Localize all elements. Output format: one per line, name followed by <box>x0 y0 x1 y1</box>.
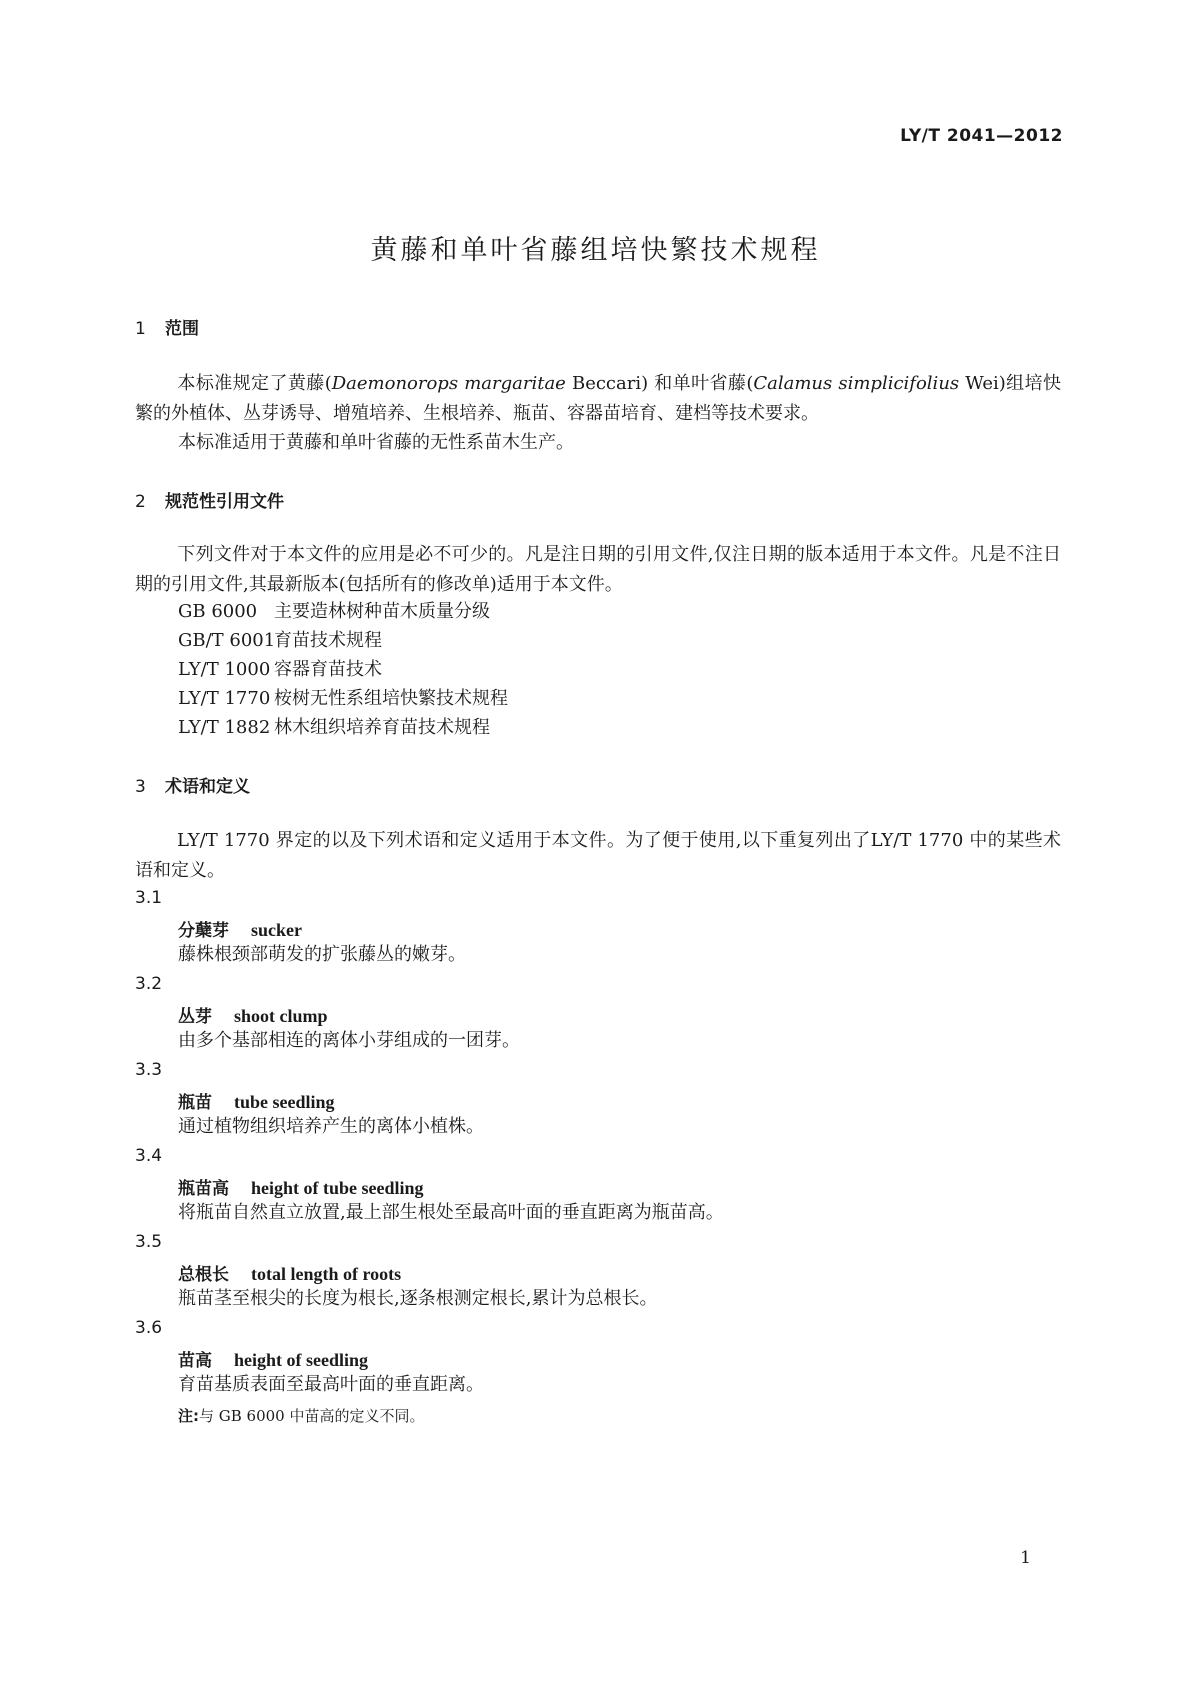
term-number: 3.1 <box>135 888 163 908</box>
text-run: 下列文件对于本文件的应用是必不可少的。凡是注日期的引用文件,仅注日期的版本适用于本文件。凡是不注日期的引用文件,其最新版本(包括所有的修改单)适用于本文件。 <box>135 544 1061 595</box>
document-title: 黄藤和单叶省藤组培快繁技术规程 <box>370 235 821 266</box>
term-heading <box>178 1346 368 1371</box>
reference-title: 桉树无性系组培快繁技术规程 <box>274 688 508 709</box>
term-chinese: 瓶苗 <box>178 1093 212 1113</box>
text-run: 本标准规定了黄藤( <box>177 373 332 394</box>
standard-code: LY/T 2041—2012 <box>900 126 1063 146</box>
term-english: tube seedling <box>234 1092 335 1112</box>
scope-applicability: 本标准适用于黄藤和单叶省藤的无性系苗木生产。 <box>178 432 574 453</box>
text-run: LY/T 1770 界定的以及下列术语和定义适用于本文件。为了便于使用,以下重复列出了LY/T 1770 中的某些术语和定义。 <box>135 830 1061 881</box>
term-chinese: 总根长 <box>178 1265 229 1285</box>
references-intro <box>135 540 1061 600</box>
reference-item <box>178 626 382 656</box>
term-heading <box>178 1088 335 1113</box>
section-number: 1 <box>135 319 146 339</box>
reference-item <box>178 684 508 714</box>
reference-item <box>178 713 490 743</box>
section-3-heading <box>135 772 250 797</box>
term-chinese: 分蘖芽 <box>178 921 229 941</box>
term-chinese: 苗高 <box>178 1351 212 1371</box>
term-chinese: 瓶苗高 <box>178 1179 229 1199</box>
reference-item <box>178 597 490 627</box>
section-1-heading <box>135 314 199 339</box>
section-number: 2 <box>135 492 146 512</box>
reference-code: LY/T 1770 <box>178 688 271 709</box>
term-number: 3.3 <box>135 1060 163 1080</box>
scope-paragraph <box>135 369 1061 429</box>
reference-code: LY/T 1000 <box>178 659 271 680</box>
term-definition: 由多个基部相连的离体小芽组成的一团芽。 <box>178 1030 520 1051</box>
term-english: shoot clump <box>234 1006 328 1026</box>
text-run: Wei)组培快繁的外植体、丛芽诱导、增殖培养、生根培养、瓶苗、容器苗培育、建档等技术要求。 <box>135 373 1061 424</box>
term-definition: 藤株根颈部萌发的扩张藤丛的嫩芽。 <box>178 944 466 965</box>
term-english: height of seedling <box>234 1350 369 1370</box>
section-2-heading <box>135 487 284 512</box>
term-definition: 育苗基质表面至最高叶面的垂直距离。 <box>178 1374 484 1395</box>
term-number: 3.2 <box>135 974 163 994</box>
reference-code: GB 6000 <box>178 601 258 622</box>
page-number: 1 <box>1020 1548 1031 1568</box>
section-number: 3 <box>135 777 146 797</box>
term-number: 3.5 <box>135 1232 163 1252</box>
term-definition: 将瓶苗自然直立放置,最上部生根处至最高叶面的垂直距离为瓶苗高。 <box>178 1202 724 1223</box>
note <box>178 1405 425 1426</box>
terms-intro <box>135 826 1061 886</box>
term-heading <box>178 1260 401 1285</box>
note-label: 注: <box>178 1407 199 1425</box>
reference-title: 主要造林树种苗木质量分级 <box>274 601 490 622</box>
term-definition: 瓶苗茎至根尖的长度为根长,逐条根测定根长,累计为总根长。 <box>178 1288 658 1309</box>
note-text: 与 GB 6000 中苗高的定义不同。 <box>199 1407 425 1425</box>
term-definition: 通过植物组织培养产生的离体小植株。 <box>178 1116 484 1137</box>
term-english: total length of roots <box>251 1264 402 1284</box>
reference-title: 育苗技术规程 <box>274 630 382 651</box>
section-title: 术语和定义 <box>165 777 250 797</box>
text-run: Beccari) 和单叶省藤( <box>565 373 754 394</box>
term-heading <box>178 1174 424 1199</box>
term-number: 3.4 <box>135 1146 163 1166</box>
reference-item <box>178 655 382 685</box>
reference-title: 林木组织培养育苗技术规程 <box>274 717 490 738</box>
reference-title: 容器育苗技术 <box>274 659 382 680</box>
term-number: 3.6 <box>135 1318 163 1338</box>
reference-code: GB/T 6001 <box>178 630 276 651</box>
term-chinese: 丛芽 <box>178 1007 212 1027</box>
term-english: sucker <box>251 920 302 940</box>
section-title: 规范性引用文件 <box>165 492 284 512</box>
scientific-name: Daemonorops margaritae <box>331 373 566 394</box>
reference-code: LY/T 1882 <box>178 717 271 738</box>
scientific-name: Calamus simplicifolius <box>753 373 960 394</box>
term-heading <box>178 916 302 941</box>
section-title: 范围 <box>165 319 199 339</box>
term-english: height of tube seedling <box>251 1178 424 1198</box>
term-heading <box>178 1002 328 1027</box>
